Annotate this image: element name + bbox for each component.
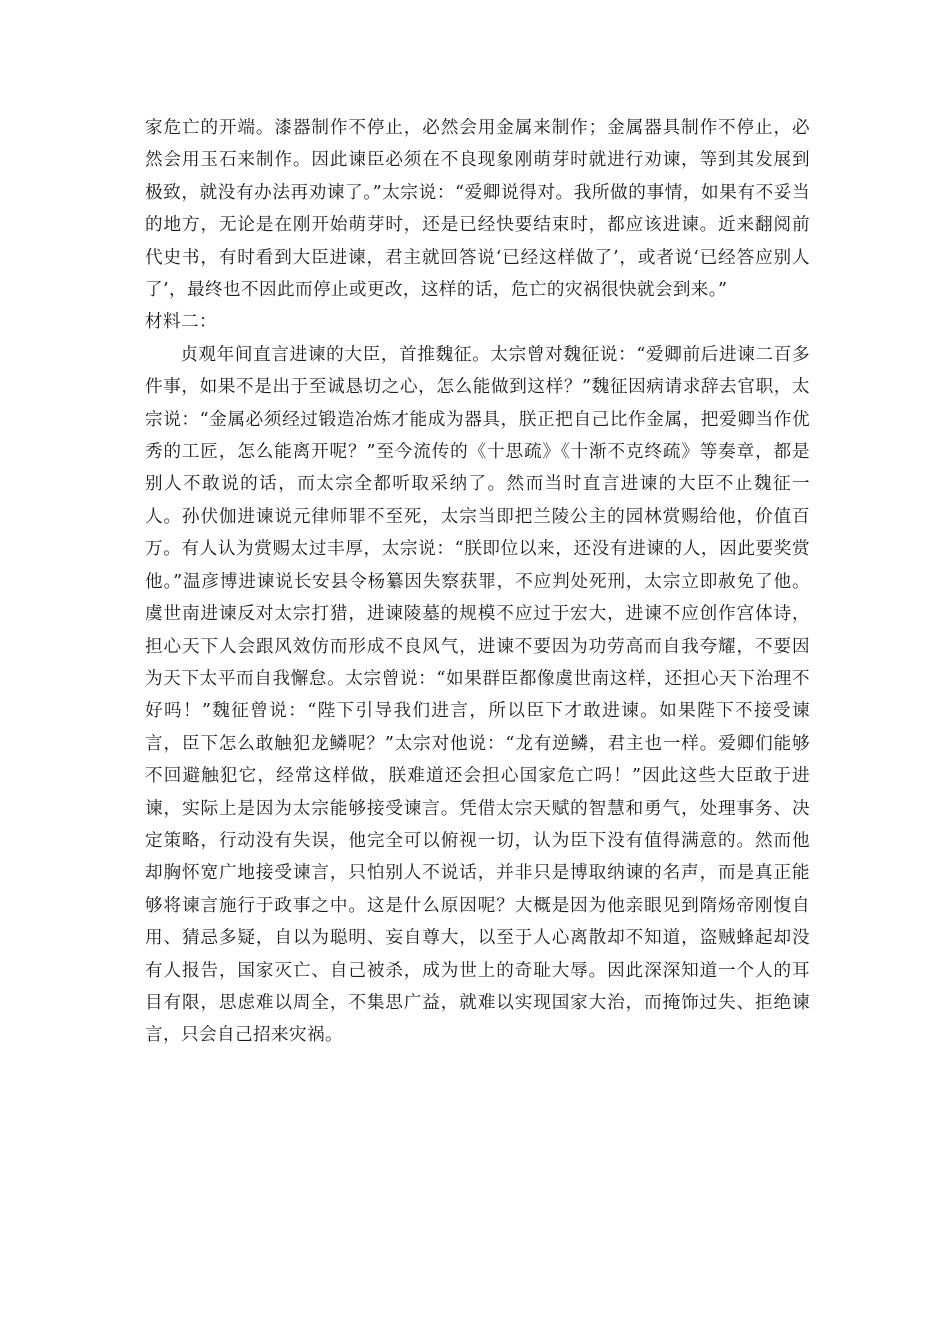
paragraph-1: 家危亡的开端。漆器制作不停止，必然会用金属来制作；金属器具制作不停止，必然会用玉石来制作。因此谏臣必须在不良现象刚萌芽时就进行劝谏，等到其发展到极致，就没有办法再劝谏了。”太宗说：“爱卿说得对。我所做的事情，如果有不妥当的地方，无论是在刚开始萌芽时，还是已经快要结束时，都应该进谏。近来翻阅前代史书，有时看到大臣进谏，君主就回答说‘已经这样做了’，或者说‘已经答应别人了’，最终也不因此而停止或更改，这样的话，危亡的灾祸很快就会到来。” [145, 118, 810, 301]
document-body [145, 112, 810, 1052]
paragraph-2: 贞观年间直言进谏的大臣，首推魏征。太宗曾对魏征说：“爱卿前后进谏二百多件事，如果不是出于至诚恳切之心，怎么能做到这样？”魏征因病请求辞去官职，太宗说：“金属必须经过锻造冶炼才能成为器具，朕正把自己比作金属，把爱卿当作优秀的工匠，怎么能离开呢？”至今流传的《十思疏》《十渐不克终疏》等奏章，都是别人不敢说的话，而太宗全都听取采纳了。然而当时直言进谏的大臣不止魏征一人。孙伏伽进谏说元律师罪不至死，太宗当即把兰陵公主的园林赏赐给他，价值百万。有人认为赏赐太过丰厚，太宗说：“朕即位以来，还没有进谏的人，因此要奖赏他。”温彦博进谏说长安县令杨纂因失察获罪，不应判处死刑，太宗立即赦免了他。虞世南进谏反对太宗打猎，进谏陵墓的规模不应过于宏大，进谏不应创作宫体诗，担心天下人会跟风效仿而形成不良风气，进谏不要因为功劳高而自我夸耀，不要因为天下太平而自我懈怠。太宗曾说：“如果群臣都像虞世南这样，还担心天下治理不好吗！”魏征曾说：“陛下引导我们进言，所以臣下才敢进谏。如果陛下不接受谏言，臣下怎么敢触犯龙鳞呢？”太宗对他说：“龙有逆鳞，君主也一样。爱卿们能够不回避触犯它，经常这样做，朕难道还会担心国家危亡吗！”因此这些大臣敢于进谏，实际上是因为太宗能够接受谏言。凭借太宗天赋的智慧和勇气，处理事务、决定策略，行动没有失误，他完全可以俯视一切，认为臣下没有值得满意的。然而他却胸怀宽广地接受谏言，只怕别人不说话，并非只是博取纳谏的名声，而是真正能够将谏言施行于政事之中。这是什么原因呢？大概是因为他亲眼见到隋炀帝刚愎自用、猜忌多疑，自以为聪明、妄自尊大，以至于人心离散却不知道，盗贼蜂起却没有人报告，国家灭亡、自己被杀，成为世上的奇耻大辱。因此深深知道一个人的耳目有限，思虑难以周全，不集思广益，就难以实现国家大治，而掩饰过失、拒绝谏言，只会自己招来灾祸。 [145, 344, 810, 1046]
section-heading-material-2: 材料二： [145, 312, 217, 333]
